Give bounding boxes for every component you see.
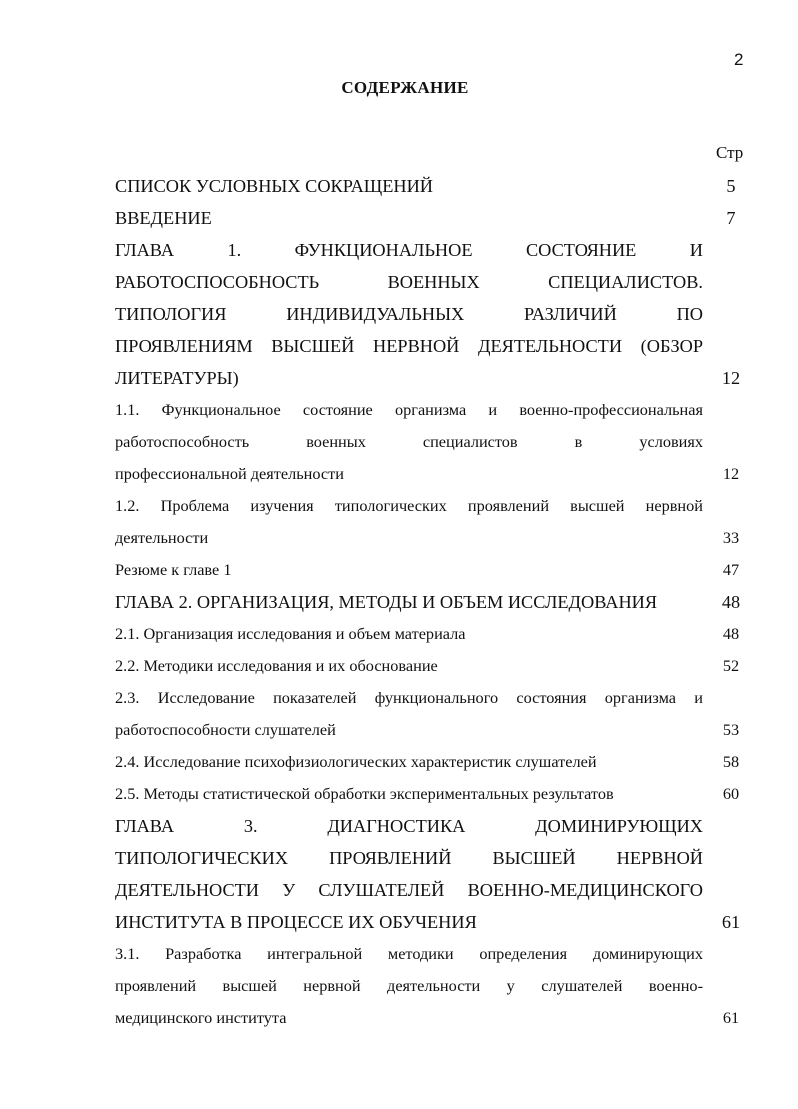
page-title: СОДЕРЖАНИЕ: [341, 78, 469, 97]
toc-line: [115, 682, 748, 714]
toc-entry: [115, 394, 748, 490]
toc-entry: [115, 778, 748, 810]
toc-entry-page: 61: [722, 1008, 740, 1027]
toc-line: [115, 234, 748, 266]
toc-entry-page: 33: [722, 528, 740, 547]
toc-entry-text: СПИСОК УСЛОВНЫХ СОКРАЩЕНИЙ: [115, 176, 433, 196]
toc-entry-text: 1.2. Проблема изучения типологических проявлений высшей нервной: [115, 496, 703, 515]
toc-entry: [115, 234, 748, 394]
toc-entry-text: ГЛАВА 3. ДИАГНОСТИКА ДОМИНИРУЮЩИХ: [115, 816, 703, 836]
toc-entry-text: 3.1. Разработка интегральной методики определения доминирующих: [115, 944, 703, 963]
toc-line: [115, 426, 748, 458]
toc-entry-text: Резюме к главе 1: [115, 560, 232, 579]
toc-entry-page: 48: [722, 624, 740, 643]
toc-entry: [115, 170, 748, 202]
toc-entry-page: 58: [722, 752, 740, 771]
toc-entry-page: 53: [722, 720, 740, 739]
toc-entry-page: 48: [721, 592, 741, 612]
toc-line: [115, 362, 748, 394]
toc-line: [115, 330, 748, 362]
toc-entry-text: ИНСТИТУТА В ПРОЦЕССЕ ИХ ОБУЧЕНИЯ: [115, 912, 477, 932]
toc-entry-text: РАБОТОСПОСОБНОСТЬ ВОЕННЫХ СПЕЦИАЛИСТОВ.: [115, 272, 703, 292]
toc-entry-text: работоспособность военных специалистов в условиях: [115, 432, 703, 451]
toc-line: [115, 906, 748, 938]
toc-line: [115, 394, 748, 426]
toc-line: [115, 586, 748, 618]
toc-line: [115, 938, 748, 970]
toc-line: [115, 650, 748, 682]
toc-entry: [115, 810, 748, 938]
toc-line: [115, 746, 748, 778]
toc-line: [115, 714, 748, 746]
toc-entry-text: 2.4. Исследование психофизиологических характеристик слушателей: [115, 752, 597, 771]
page-number: 2: [734, 50, 744, 69]
toc-entry-page: 52: [722, 656, 740, 675]
toc-entry-text: 1.1. Функциональное состояние организма и военно-профессиональная: [115, 400, 703, 419]
toc-entry-page: 47: [722, 560, 740, 579]
table-of-contents: [115, 170, 748, 1034]
toc-line: [115, 522, 748, 554]
toc-entry-text: ТИПОЛОГИЧЕСКИХ ПРОЯВЛЕНИЙ ВЫСШЕЙ НЕРВНОЙ: [115, 848, 703, 868]
toc-entry-page: 7: [726, 208, 736, 228]
toc-entry-text: 2.2. Методики исследования и их обоснование: [115, 656, 438, 675]
toc-line: [115, 170, 748, 202]
toc-entry: [115, 746, 748, 778]
toc-entry-text: 2.5. Методы статистической обработки экспериментальных результатов: [115, 784, 614, 803]
toc-entry: [115, 202, 748, 234]
toc-line: [115, 202, 748, 234]
toc-entry-text: ПРОЯВЛЕНИЯМ ВЫСШЕЙ НЕРВНОЙ ДЕЯТЕЛЬНОСТИ (ОБЗОР: [115, 336, 703, 356]
toc-entry-page: 12: [722, 464, 740, 483]
toc-line: [115, 618, 748, 650]
page-column-header: Стр: [716, 143, 744, 162]
toc-entry: [115, 682, 748, 746]
toc-line: [115, 490, 748, 522]
toc-entry-text: профессиональной деятельности: [115, 464, 344, 483]
toc-entry: [115, 554, 748, 586]
toc-line: [115, 1002, 748, 1034]
toc-entry-text: проявлений высшей нервной деятельности у слушателей военно-: [115, 976, 703, 995]
toc-entry-text: деятельности: [115, 528, 209, 547]
toc-entry-text: работоспособности слушателей: [115, 720, 336, 739]
toc-entry-text: 2.1. Организация исследования и объем материала: [115, 624, 466, 643]
toc-entry-page: 60: [722, 784, 740, 803]
toc-entry-page: 5: [726, 176, 736, 196]
toc-entry-text: ТИПОЛОГИЯ ИНДИВИДУАЛЬНЫХ РАЗЛИЧИЙ ПО: [115, 304, 703, 324]
toc-line: [115, 458, 748, 490]
toc-entry-text: медицинского института: [115, 1008, 287, 1027]
toc-entry: [115, 650, 748, 682]
toc-line: [115, 810, 748, 842]
toc-entry-text: ДЕЯТЕЛЬНОСТИ У СЛУШАТЕЛЕЙ ВОЕННО-МЕДИЦИНСКОГО: [115, 880, 703, 900]
toc-entry-text: ВВЕДЕНИЕ: [115, 208, 212, 228]
toc-line: [115, 266, 748, 298]
toc-entry-text: ГЛАВА 2. ОРГАНИЗАЦИЯ, МЕТОДЫ И ОБЪЕМ ИССЛЕДОВАНИЯ: [115, 592, 658, 612]
toc-entry: [115, 586, 748, 618]
toc-entry: [115, 490, 748, 554]
toc-entry-text: ГЛАВА 1. ФУНКЦИОНАЛЬНОЕ СОСТОЯНИЕ И: [115, 240, 703, 260]
toc-entry-text: ЛИТЕРАТУРЫ): [115, 368, 239, 388]
toc-line: [115, 298, 748, 330]
toc-entry-page: 61: [721, 912, 741, 932]
toc-entry: [115, 938, 748, 1034]
toc-line: [115, 874, 748, 906]
toc-line: [115, 842, 748, 874]
toc-entry: [115, 618, 748, 650]
toc-line: [115, 778, 748, 810]
toc-entry-page: 12: [721, 368, 741, 388]
toc-entry-text: 2.3. Исследование показателей функционального состояния организма и: [115, 688, 703, 707]
toc-line: [115, 554, 748, 586]
toc-line: [115, 970, 748, 1002]
